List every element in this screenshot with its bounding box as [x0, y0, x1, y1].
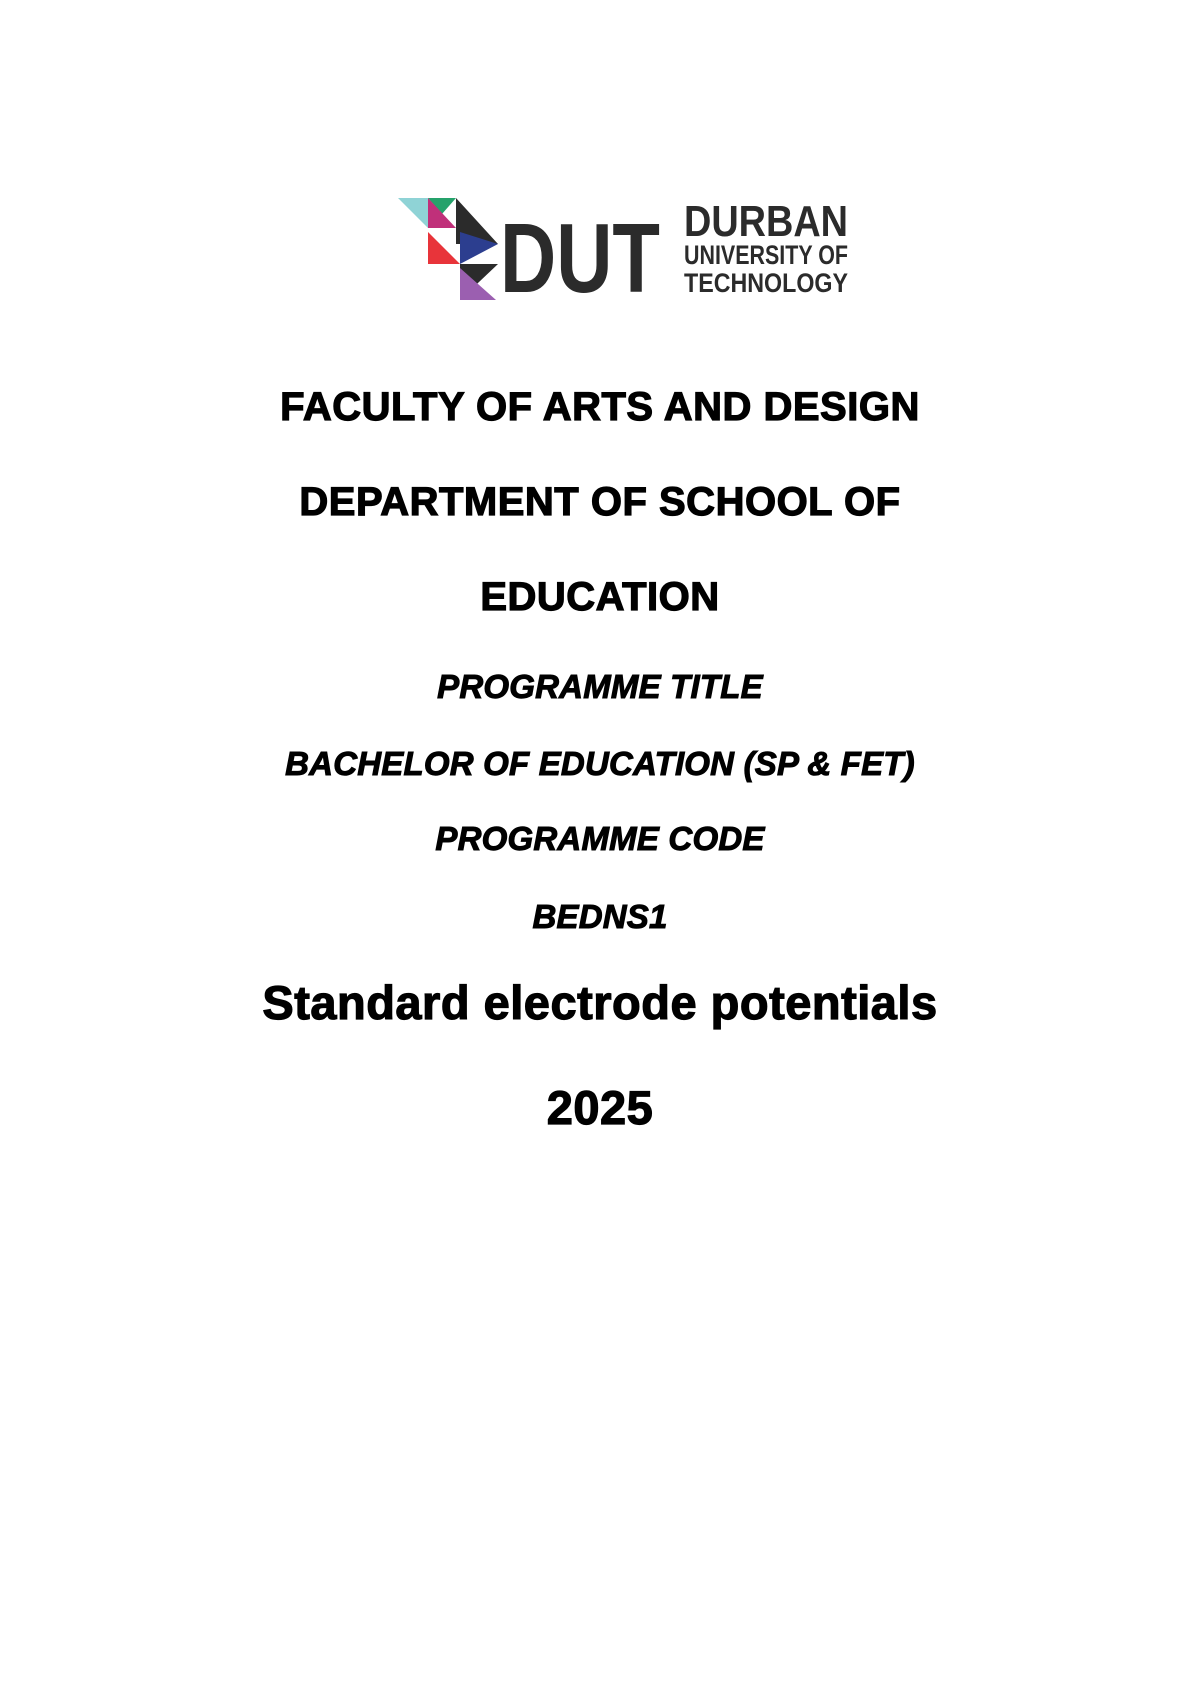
- programme-code-label: PROGRAMME CODE: [435, 820, 765, 857]
- programme-code: BEDNS1: [532, 898, 668, 935]
- programme-title: BACHELOR OF EDUCATION (SP & FET): [285, 745, 915, 782]
- triangle-mark-icon: [398, 198, 498, 300]
- document-year: 2025: [546, 1081, 654, 1134]
- logo-acronym: DUT: [500, 203, 660, 313]
- dut-logo-graphic: [398, 192, 850, 313]
- department-heading-line1: DEPARTMENT OF SCHOOL OF: [299, 480, 901, 524]
- dut-logo: [398, 192, 850, 313]
- logo-name-line1: DURBAN: [684, 197, 848, 246]
- logo-name-line3: TECHNOLOGY: [684, 268, 848, 298]
- programme-title-label: PROGRAMME TITLE: [437, 668, 763, 705]
- department-heading-line2: EDUCATION: [480, 575, 720, 619]
- faculty-heading: FACULTY OF ARTS AND DESIGN: [280, 385, 920, 429]
- document-topic: Standard electrode potentials: [262, 976, 938, 1029]
- logo-name-line2: UNIVERSITY OF: [684, 240, 848, 270]
